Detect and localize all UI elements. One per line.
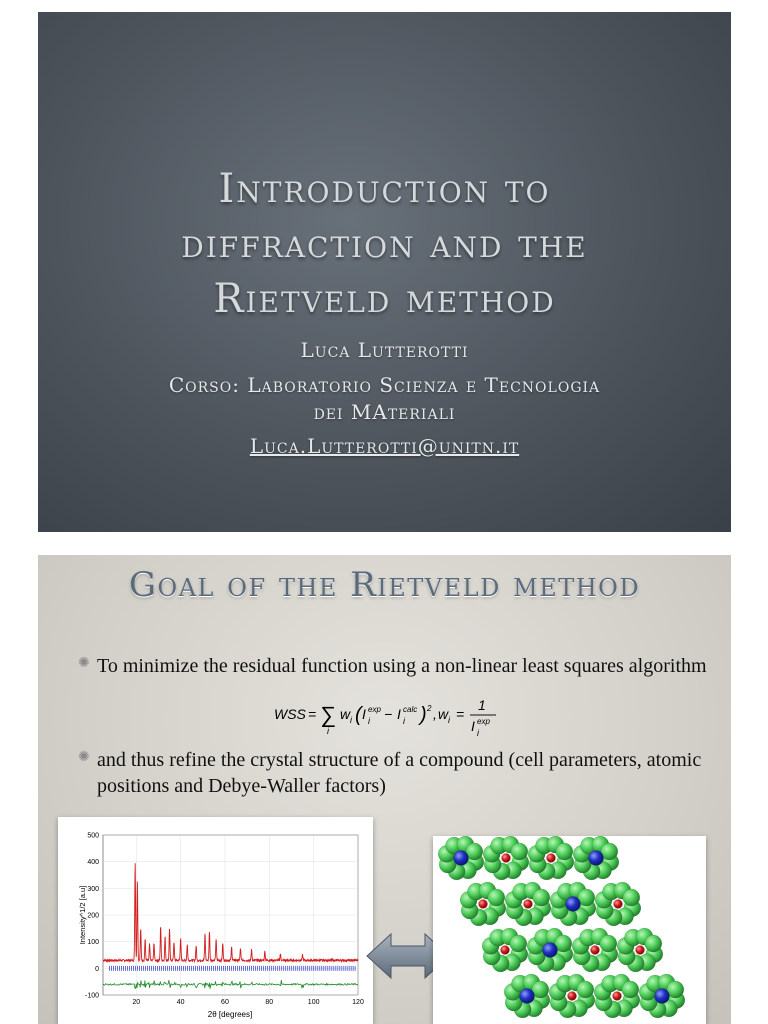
bullet-item xyxy=(78,653,708,679)
blue-cation-atom xyxy=(543,943,558,958)
y-tick-label: 500 xyxy=(87,832,99,840)
goal-slide xyxy=(38,555,731,1024)
x-tick-label: 40 xyxy=(176,999,185,1006)
oxygen-atom xyxy=(623,889,640,906)
red-cation-atom xyxy=(502,854,511,863)
title-line-1: Introduction to xyxy=(218,166,551,212)
x-tick-label: 80 xyxy=(265,999,274,1006)
svg-text:,: , xyxy=(433,706,437,722)
blue-cation-atom xyxy=(589,851,604,866)
oxygen-atom xyxy=(600,935,617,952)
svg-text:w: w xyxy=(438,706,449,722)
red-cation-atom xyxy=(524,900,533,909)
y-tick-label: 300 xyxy=(87,885,99,893)
title-line-3: Rietveld method xyxy=(213,276,556,322)
title-slide xyxy=(38,12,731,532)
svg-text:2: 2 xyxy=(427,704,432,713)
gear-bullet-icon: ✺ xyxy=(78,750,90,765)
svg-text:): ) xyxy=(420,704,427,726)
red-cation-atom xyxy=(479,900,488,909)
red-cation-atom xyxy=(547,854,556,863)
course-name xyxy=(38,372,731,426)
bullet-text: and thus refine the crystal structure of a compound (cell parameters, atomic positions and Debye-Waller factors) xyxy=(97,749,702,797)
oxygen-atom xyxy=(510,935,527,952)
svg-text:=: = xyxy=(456,706,465,722)
oxygen-atom xyxy=(556,843,573,860)
svg-text:i: i xyxy=(477,728,479,738)
bullet-item xyxy=(78,747,708,799)
y-tick-label: 100 xyxy=(87,939,99,947)
x-tick-label: 120 xyxy=(352,999,364,1006)
course-line-2: dei MAteriali xyxy=(313,400,456,424)
slide-title xyxy=(38,162,731,327)
title-line-2: diffraction and the xyxy=(181,221,588,267)
svg-text:exp: exp xyxy=(477,717,490,726)
svg-text:i: i xyxy=(368,716,370,726)
bullet-text: To minimize the residual function using a non-linear least squares algorithm xyxy=(97,655,707,677)
oxygen-atom xyxy=(488,889,505,906)
oxygen-atom xyxy=(622,981,639,998)
formula-lhs: WSS xyxy=(274,706,306,722)
oxygen-atom xyxy=(577,981,594,998)
x-tick-label: 100 xyxy=(307,999,320,1006)
red-cation-atom xyxy=(636,946,645,955)
crystal-structure-image xyxy=(433,836,706,1024)
red-cation-atom xyxy=(591,946,600,955)
y-tick-label: 400 xyxy=(87,859,99,867)
svg-text:I: I xyxy=(397,706,401,722)
svg-text:I: I xyxy=(362,706,366,722)
blue-cation-atom xyxy=(566,897,581,912)
blue-cation-atom xyxy=(520,989,535,1004)
x-tick-label: 60 xyxy=(221,999,229,1006)
wss-formula xyxy=(274,697,504,748)
svg-text:i: i xyxy=(403,716,405,726)
formula-weight: w xyxy=(340,706,351,722)
red-cation-atom xyxy=(613,992,622,1001)
course-line-1: Corso: Laboratorio Scienza e Tecnologia xyxy=(168,373,601,397)
svg-text:(: ( xyxy=(355,704,362,726)
svg-text:I: I xyxy=(471,718,475,734)
oxygen-atom xyxy=(511,843,528,860)
y-tick-label: 0 xyxy=(95,965,99,973)
blue-cation-atom xyxy=(454,851,469,866)
formula-one: 1 xyxy=(478,697,486,713)
red-cation-atom xyxy=(614,900,623,909)
y-tick-label: -100 xyxy=(84,992,99,1000)
rietveld-plot xyxy=(58,817,373,1024)
formula-calc-sup: calc xyxy=(403,705,418,714)
svg-text:i: i xyxy=(350,715,352,725)
svg-text:−: − xyxy=(384,706,393,722)
slide-title: Goal of the Rietveld method xyxy=(128,565,641,605)
svg-text:∑: ∑ xyxy=(320,702,336,727)
formula-exp-sup: exp xyxy=(368,705,381,714)
rietveld-chart xyxy=(58,817,373,1024)
svg-text:=: = xyxy=(308,706,317,722)
y-tick-label: 200 xyxy=(87,912,99,920)
x-tick-label: 20 xyxy=(132,999,141,1006)
x-axis-label: 2θ [degrees] xyxy=(207,1010,253,1019)
y-axis-label: Intensity^1/2 [a.u] xyxy=(78,885,87,945)
oxygen-atom xyxy=(533,889,550,906)
red-cation-atom xyxy=(568,992,577,1001)
blue-cation-atom xyxy=(655,989,670,1004)
red-cation-atom xyxy=(501,946,510,955)
svg-text:i: i xyxy=(448,715,450,725)
author-email-link[interactable]: Luca.Lutterotti@unitn.it xyxy=(249,434,520,458)
formula-sum-index: i xyxy=(327,726,329,736)
gear-bullet-icon: ✺ xyxy=(78,656,90,671)
oxygen-atom xyxy=(645,935,662,952)
author-name: Luca Lutterotti xyxy=(300,338,469,362)
